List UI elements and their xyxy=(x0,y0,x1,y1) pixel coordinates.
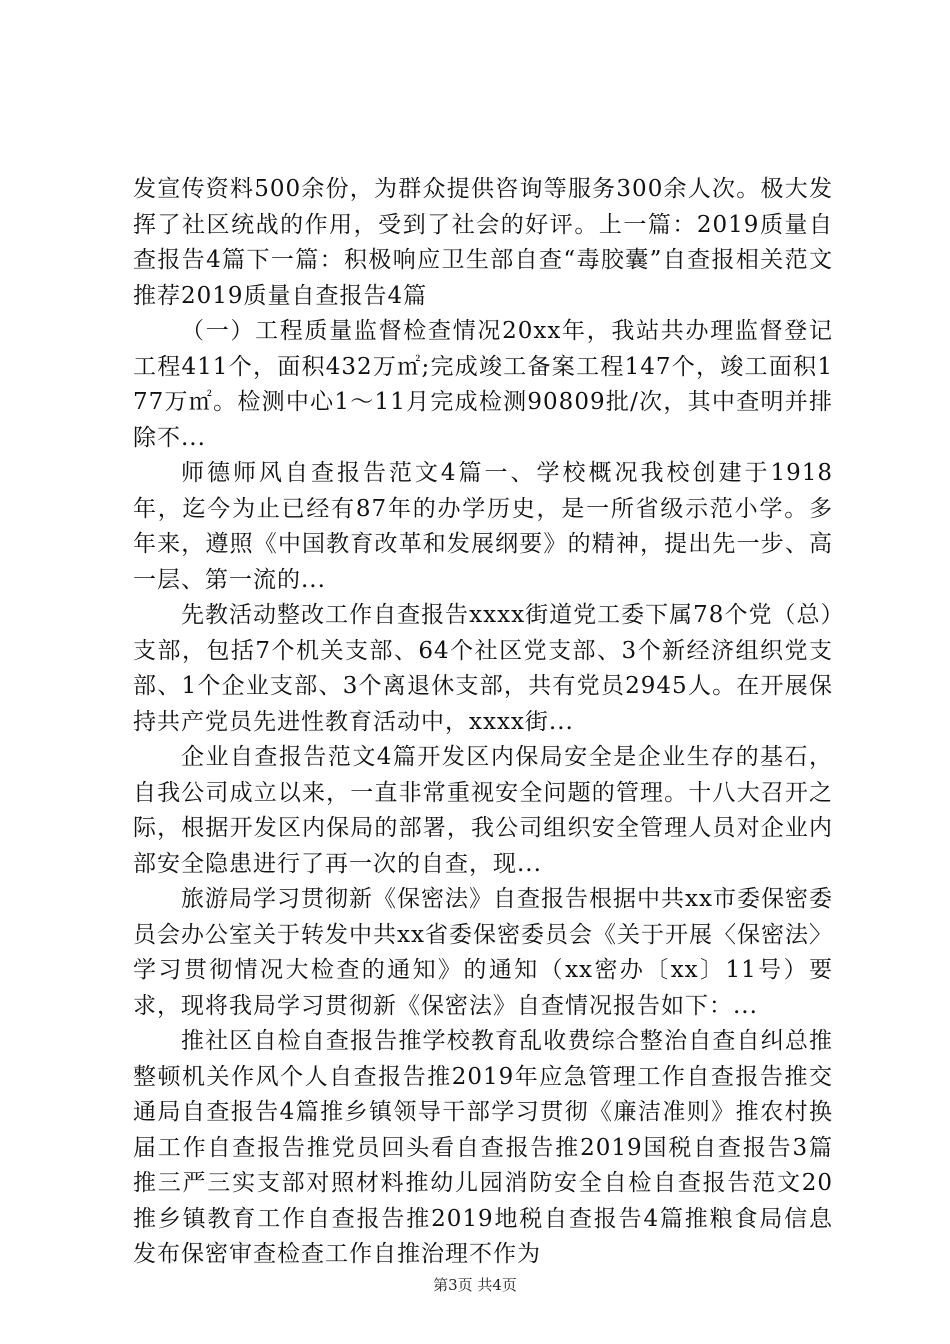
paragraph: 企业自查报告范文4篇开发区内保局安全是企业生存的基石，自我公司成立以来，一直非常重视安全问题的管理。十八大召开之际，根据开发区内保局的部署，我公司组织安全管理人员对企业内部安全隐患进行了再一次的自查，现... xyxy=(133,744,833,877)
page-number-footer: 第3页 共4页 xyxy=(433,1276,517,1294)
paragraph: 先教活动整改工作自查报告xxxx街道党工委下属78个党（总）支部，包括7个机关支部、64个社区党支部、3个新经济组织党支部、1个企业支部、3个离退休支部，共有党员2945人。在开展保持共产党员先进性教育活动中，xxxx街... xyxy=(133,602,833,735)
paragraph: 发宣传资料500余份，为群众提供咨询等服务300余人次。极大发挥了社区统战的作用，受到了社会的好评。上一篇：2019质量自查报告4篇下一篇：积极响应卫生部自查“毒胶囊”自查报相关范文推荐2019质量自查报告4篇 xyxy=(133,176,833,309)
paragraph: 师德师风自查报告范文4篇一、学校概况我校创建于1918年，迄今为止已经有87年的办学历史，是一所省级示范小学。多年来，遵照《中国教育改革和发展纲要》的精神，提出先一步、高一层、第一流的... xyxy=(133,460,833,593)
paragraph: （一）工程质量监督检查情况20xx年，我站共办理监督登记工程411个，面积432万㎡;完成竣工备案工程147个，竣工面积177万㎡。检测中心1～11月完成检测90809批/次，其中查明并排除不... xyxy=(133,318,833,451)
paragraph: 推社区自检自查报告推学校教育乱收费综合整治自查自纠总推整顿机关作风个人自查报告推2019年应急管理工作自查报告推交通局自查报告4篇推乡镇领导干部学习贯彻《廉洁准则》推农村换届工作自查报告推党员回头看自查报告推2019国税自查报告3篇推三严三实支部对照材料推幼儿园消防安全自检自查报告范文20推乡镇教育工作自查报告推2019地税自查报告4篇推粮食局信息发布保密审查检查工作自推治理不作为 xyxy=(133,1028,833,1267)
document-body xyxy=(133,172,833,1273)
paragraph: 旅游局学习贯彻新《保密法》自查报告根据中共xx市委保密委员会办公室关于转发中共xx省委保密委员会《关于开展〈保密法〉学习贯彻情况大检查的通知》的通知（xx密办〔xx〕11号）要求，现将我局学习贯彻新《保密法》自查情况报告如下：... xyxy=(133,886,833,1019)
